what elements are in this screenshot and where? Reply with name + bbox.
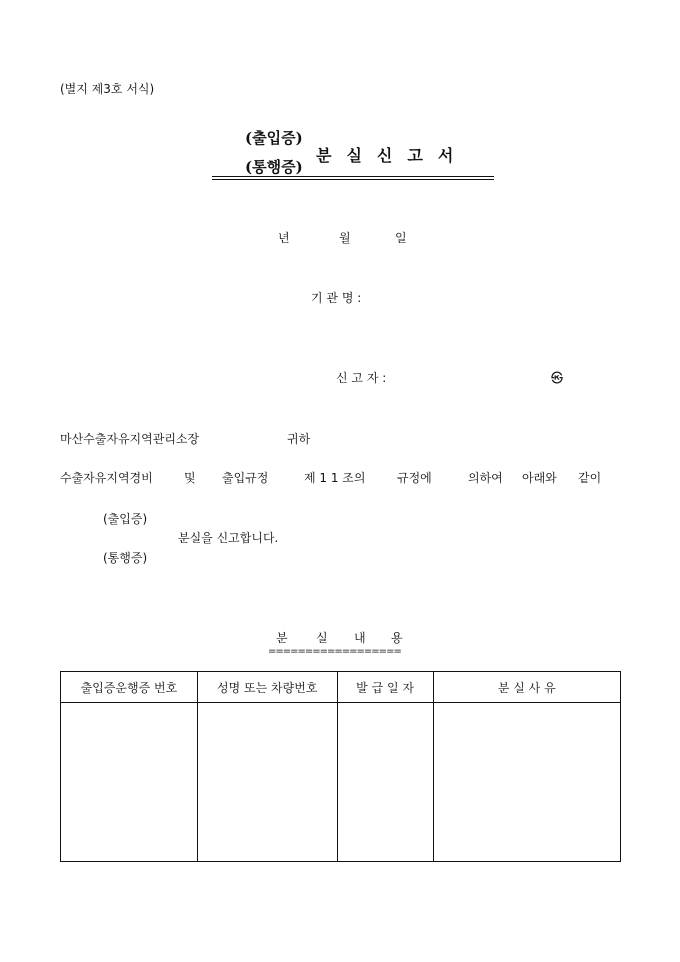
- statement-word: 같이: [578, 471, 602, 485]
- column-header-loss-reason: 분 실 사 유: [433, 672, 621, 703]
- details-title-char: 용: [391, 631, 403, 645]
- date-day-label: 일: [395, 231, 407, 245]
- addressee-name: 마산수출자유지역관리소장: [60, 432, 200, 446]
- details-title-char: 분: [276, 631, 288, 645]
- statement-word: 규정에: [397, 471, 432, 485]
- column-header-issue-date: 발 급 일 자: [337, 672, 433, 703]
- seal-mark: ㉿: [551, 371, 564, 385]
- statement-word: 아래와: [522, 471, 557, 485]
- details-title-char: 실: [316, 631, 328, 645]
- cell-loss-reason[interactable]: [433, 703, 621, 862]
- document-title: 분실신고서: [316, 146, 469, 165]
- cell-name-or-vehicle[interactable]: [197, 703, 337, 862]
- details-title-char: 내: [354, 631, 366, 645]
- statement-word: 의하여: [468, 471, 503, 485]
- statement-entry-pass: (출입증): [103, 512, 148, 526]
- cell-issue-date[interactable]: [337, 703, 433, 862]
- details-title-rule: ==================: [268, 646, 401, 657]
- statement-transit-pass: (통행증): [103, 551, 148, 565]
- title-underline-top: [212, 176, 494, 177]
- loss-details-table: [60, 671, 621, 862]
- column-header-pass-number: 출입증운행증 번호: [61, 672, 198, 703]
- statement-word: 및: [184, 471, 196, 485]
- reporter-label: 신 고 자 :: [336, 371, 387, 385]
- date-month-label: 월: [339, 231, 351, 245]
- table-header-row: [61, 672, 621, 703]
- form-number: (별지 제3호 서식): [60, 82, 155, 96]
- agency-label: 기 관 명 :: [311, 291, 362, 305]
- title-prefix-entry-pass: (출입증): [245, 129, 303, 147]
- statement-word: 제 1 1 조의: [304, 471, 366, 485]
- column-header-name-or-vehicle: 성명 또는 차량번호: [197, 672, 337, 703]
- date-year-label: 년: [278, 231, 290, 245]
- cell-pass-number[interactable]: [61, 703, 198, 862]
- title-underline-bottom: [212, 179, 494, 180]
- title-prefix-transit-pass: (통행증): [245, 158, 303, 176]
- statement-conclusion: 분실을 신고합니다.: [178, 531, 279, 545]
- statement-word: 수출자유지역경비: [60, 471, 153, 485]
- statement-word: 출입규정: [222, 471, 269, 485]
- table-row: [61, 703, 621, 862]
- addressee-honorific: 귀하: [287, 432, 311, 446]
